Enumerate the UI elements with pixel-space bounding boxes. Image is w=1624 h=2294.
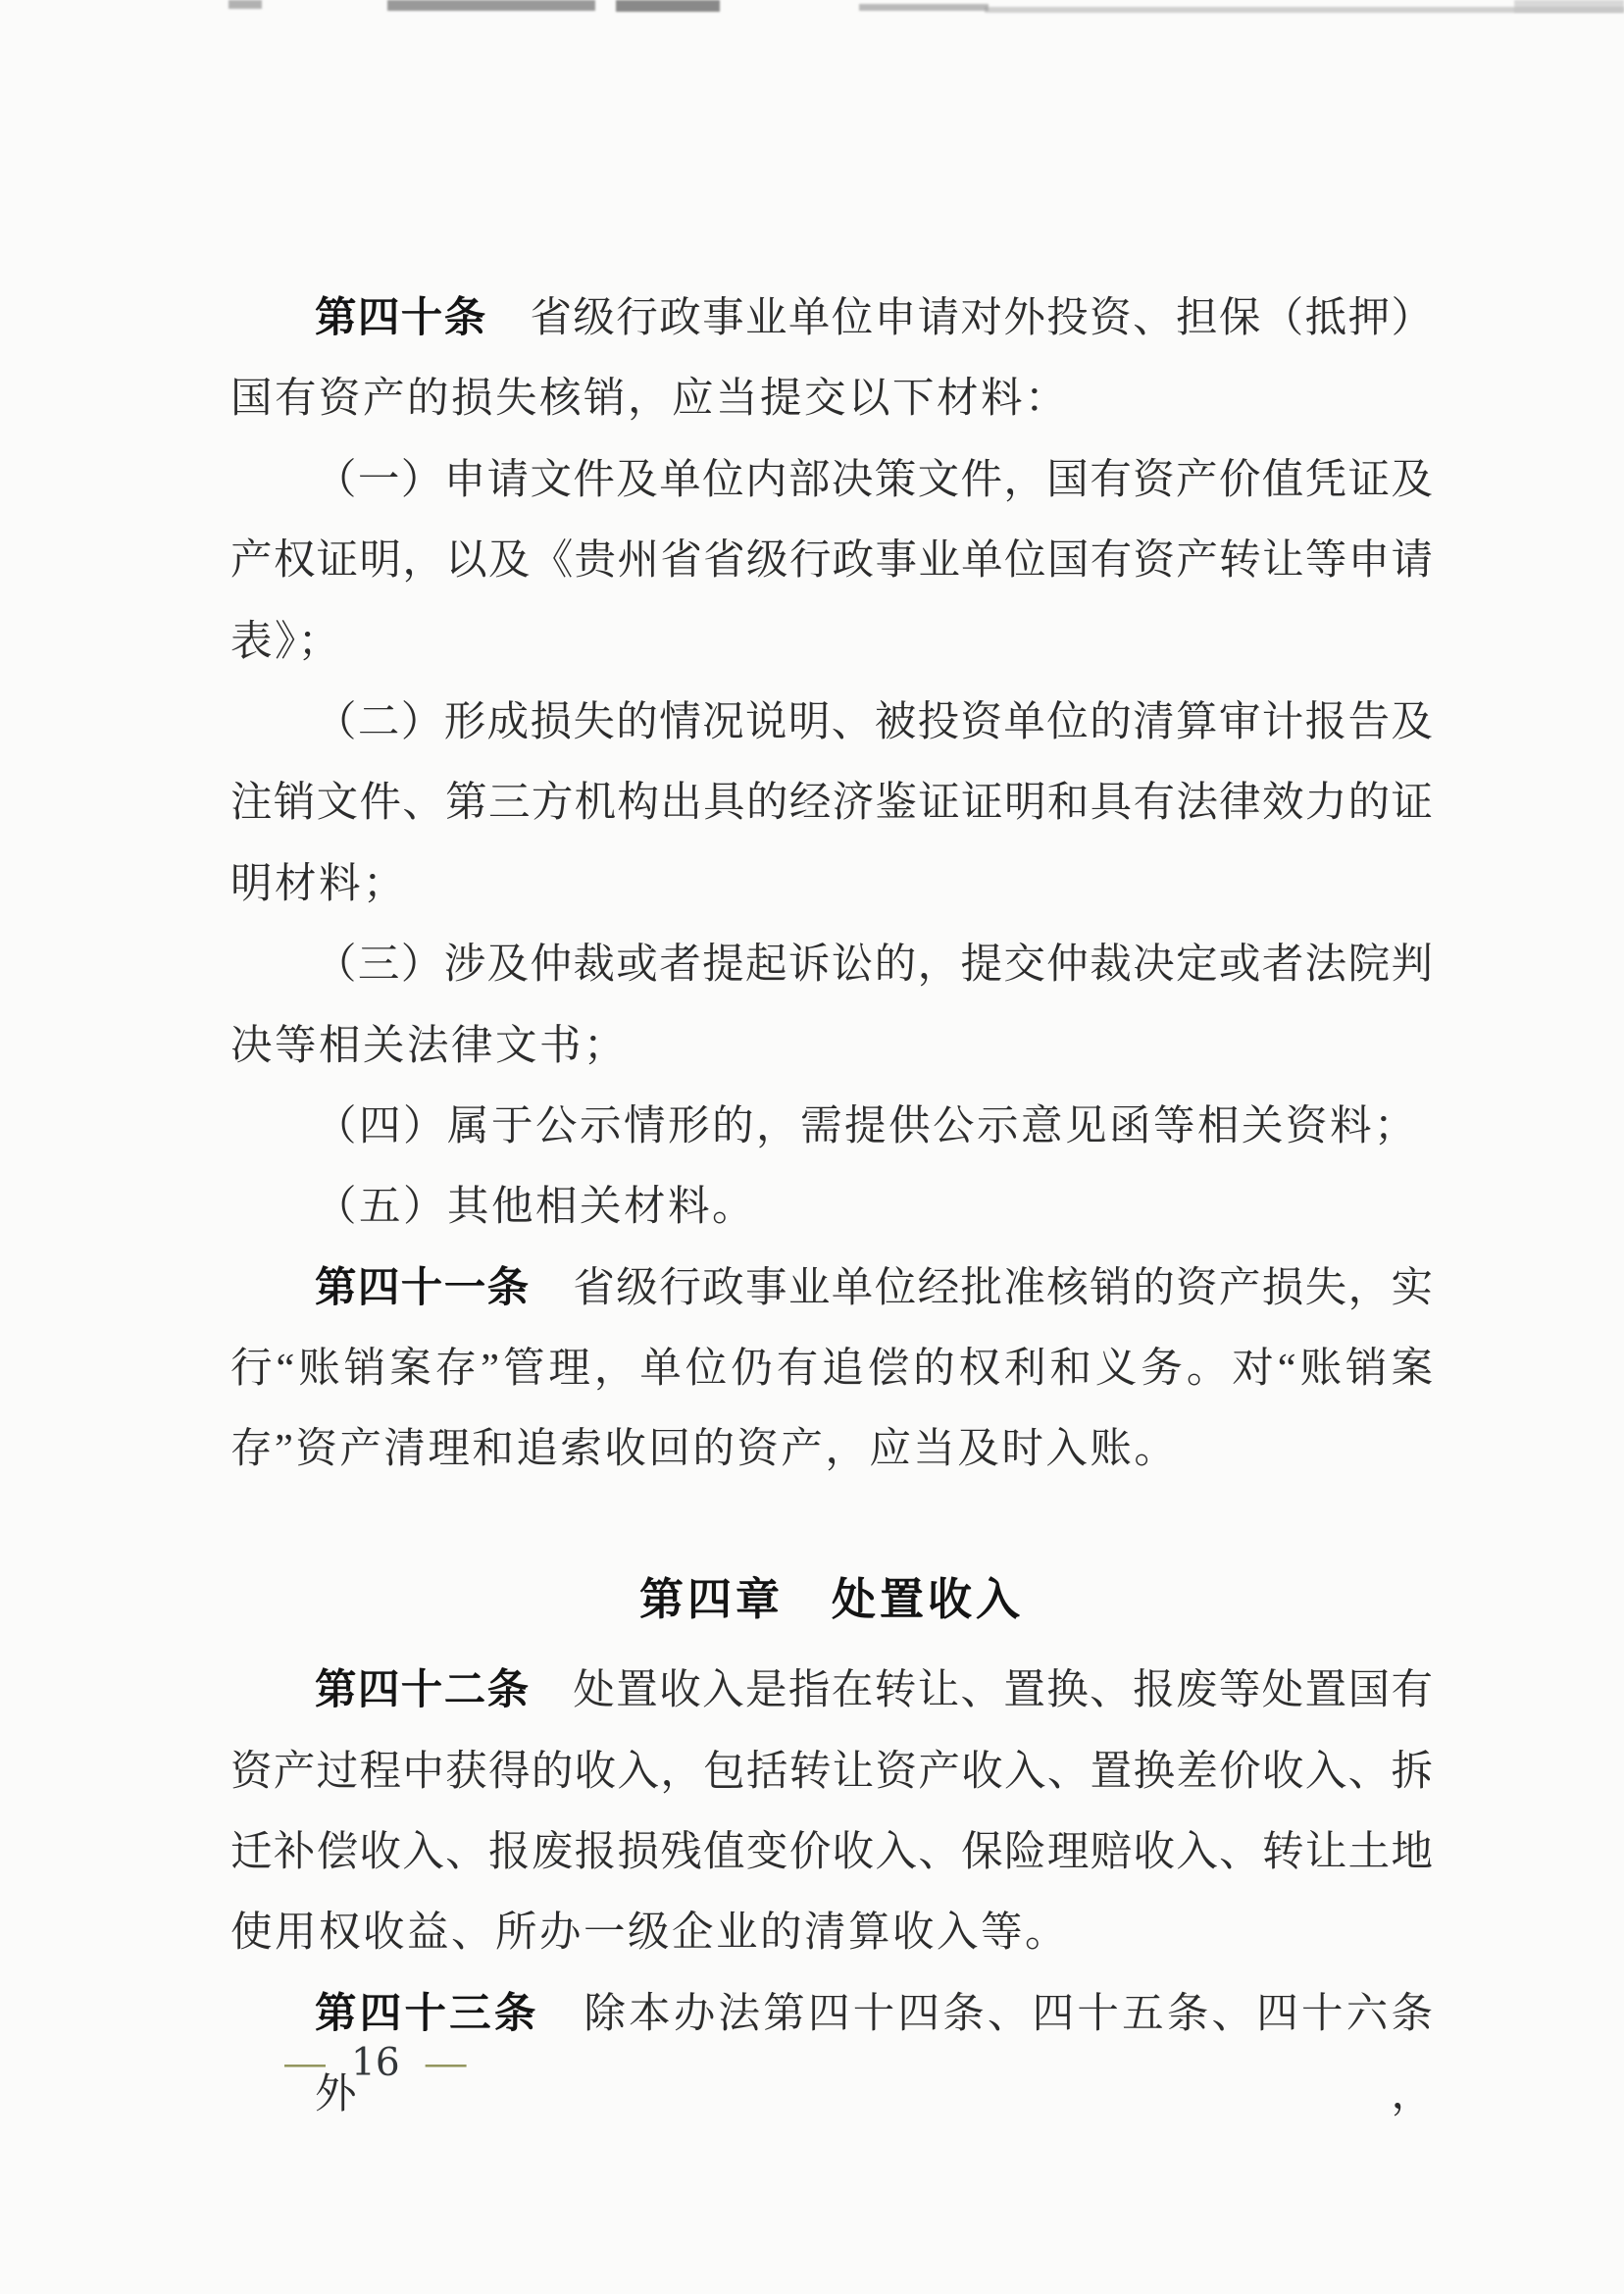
text-line [230, 1167, 1433, 1248]
scan-artifact [985, 7, 1624, 13]
scan-artifact [859, 4, 989, 11]
article-number: 第四十二条 [315, 1667, 531, 1714]
text-segment: 国有资产的损失核销，应当提交以下材料： [230, 376, 1070, 423]
text-line [230, 1732, 1433, 1812]
text-line [230, 683, 1433, 763]
text-line [230, 925, 1433, 1005]
text-segment: 迁补偿收入、报废报损残值变价收入、保险理赔收入、转让土地 [230, 1829, 1433, 1876]
article-number: 第四十三条 [315, 1990, 539, 2037]
text-segment: 明材料； [230, 860, 408, 907]
text-segment: 处置收入是指在转让、置换、报废等处置国有 [573, 1667, 1433, 1714]
text-segment: 除本办法第四十四条、四十五条、四十六条外， [315, 1990, 1433, 2118]
text-segment [539, 1991, 584, 2037]
text-segment: 表》； [230, 618, 342, 665]
text-segment: （三）涉及仲裁或者提起诉讼的，提交仲裁决定或者法院判 [315, 942, 1433, 989]
scan-artifact [387, 0, 595, 11]
text-line [230, 279, 1433, 359]
text-line [230, 844, 1433, 925]
scan-artifact [1514, 0, 1624, 13]
text-line [230, 521, 1433, 601]
text-segment: 使用权收益、所办一级企业的清算收入等。 [230, 1910, 1070, 1957]
text-line [230, 1087, 1433, 1167]
scan-artifact [616, 0, 720, 12]
text-segment: 注销文件、第三方机构出具的经济鉴证证明和具有法律效力的证 [230, 780, 1433, 827]
article-number: 第四十条 [315, 295, 487, 341]
text-segment [531, 1667, 574, 1713]
text-segment: （四）属于公示情形的，需提供公示意见函等相关资料； [315, 1102, 1419, 1149]
text-segment [531, 1265, 574, 1311]
text-line [230, 1812, 1433, 1893]
text-segment: 产权证明，以及《贵州省省级行政事业单位国有资产转让等申请 [230, 537, 1433, 585]
text-segment: 决等相关法律文书； [230, 1022, 629, 1069]
footer-dash-right: — [423, 2041, 469, 2084]
text-line [230, 1409, 1433, 1490]
text-line [230, 359, 1433, 439]
text-line [230, 1651, 1433, 1731]
article-number: 第四十一条 [315, 1264, 531, 1311]
text-segment: 行“账销案存”管理，单位仍有追偿的权利和义务。对“账销案 [230, 1346, 1433, 1393]
text-line [230, 1006, 1433, 1087]
scan-artifact [228, 0, 262, 9]
text-segment: 资产过程中获得的收入，包括转让资产收入、置换差价收入、拆 [230, 1748, 1433, 1795]
page-footer [282, 2040, 469, 2085]
text-segment: 省级行政事业单位申请对外投资、担保（抵押） [530, 295, 1433, 341]
text-line [230, 763, 1433, 843]
text-segment [487, 295, 531, 341]
text-segment: （五）其他相关材料。 [315, 1184, 757, 1231]
text-segment: 存”资产清理和追索收回的资产，应当及时入账。 [230, 1426, 1179, 1473]
page-number: 16 [351, 2040, 400, 2085]
footer-dash-left: — [282, 2041, 328, 2084]
text-segment: （二）形成损失的情况说明、被投资单位的清算审计报告及 [315, 698, 1433, 745]
chapter-heading: 第四章 处置收入 [638, 1574, 1024, 1624]
text-segment: 省级行政事业单位经批准核销的资产损失，实 [573, 1264, 1433, 1311]
text-line [230, 602, 1433, 683]
text-line [230, 1249, 1433, 1329]
text-line [230, 1893, 1433, 1973]
text-line [230, 1329, 1433, 1409]
text-segment: （一）申请文件及单位内部决策文件，国有资产价值凭证及 [315, 456, 1433, 503]
text-line [230, 440, 1433, 521]
